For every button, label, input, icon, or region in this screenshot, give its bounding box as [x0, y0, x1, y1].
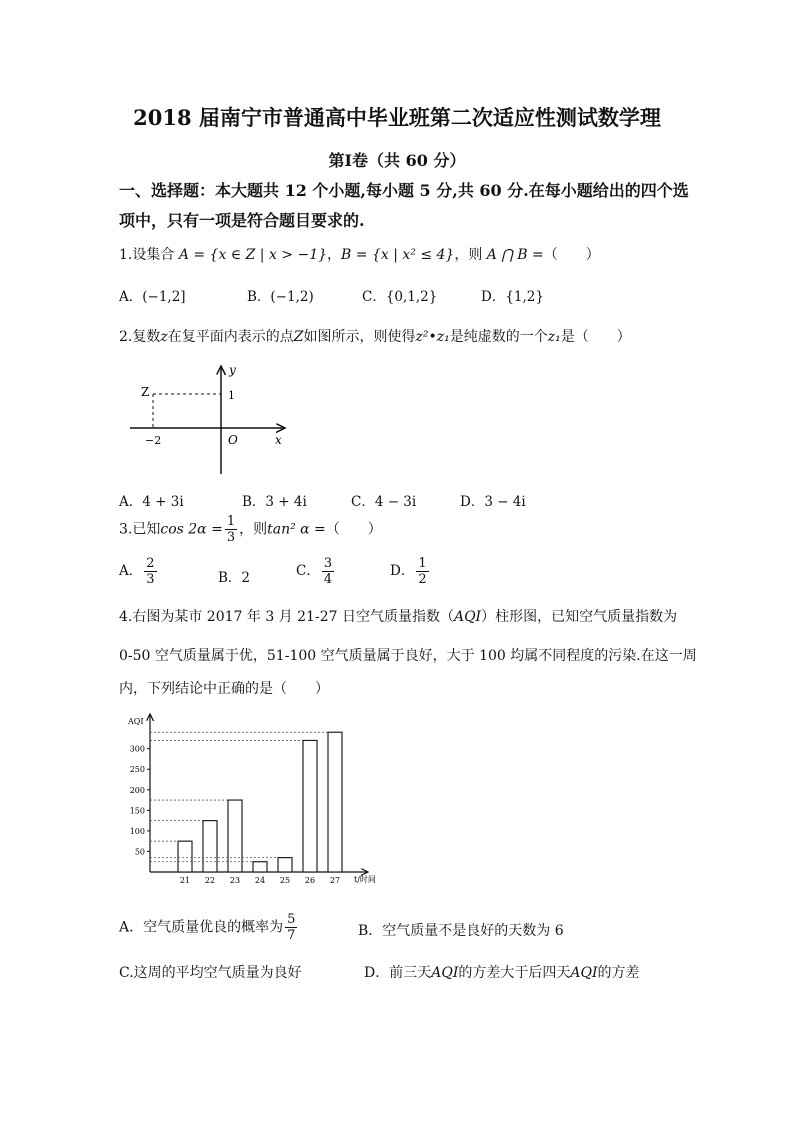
aqi-bar-chart	[118, 710, 388, 890]
question-3	[119, 514, 382, 545]
q4-option-d-b: 的方差大于后四天	[458, 965, 571, 981]
category-label: 22	[204, 876, 216, 885]
tick-neg2-label: −2	[145, 434, 162, 447]
q3-cos-expr: cos 2α =	[160, 521, 223, 538]
q1-option-c: C．{0,1,2}	[362, 289, 438, 305]
q4-option-c: C.这周的平均空气质量为良好	[119, 965, 302, 981]
y-axis-label: AQI	[128, 717, 144, 726]
q4-option-d-c: 的方差	[597, 965, 640, 981]
q3-option-d-den: 2	[418, 572, 427, 587]
q1-text-d: （ ）	[543, 247, 600, 263]
bar-25	[278, 858, 292, 872]
q1-expr: A ⋂ B =	[486, 247, 544, 263]
category-label: 24	[254, 876, 266, 885]
q3-option-d	[390, 556, 431, 587]
q1-text-c: ，则	[454, 247, 487, 263]
question-1	[119, 244, 600, 264]
question-2	[119, 326, 631, 346]
q3-option-c-den: 4	[323, 572, 333, 587]
y-axis-label: y	[229, 363, 236, 377]
q1-text-b: ，	[327, 247, 342, 263]
bar-27	[328, 732, 342, 872]
q3-frac-den: 3	[226, 530, 236, 545]
q3-option-c-num: 3	[323, 556, 333, 571]
q3-option-d-label: D．	[390, 563, 415, 579]
category-label: 27	[329, 876, 341, 885]
q3-option-a-label: A．	[119, 563, 143, 579]
q3-text-c: （ ）	[325, 521, 382, 538]
category-label: 25	[279, 876, 291, 885]
q4-option-b: B．空气质量不是良好的天数为 6	[358, 923, 564, 939]
q3-fraction	[225, 514, 237, 545]
q4-line1-a: 4.右图为某市 2017 年 3 月 21-27 日空气质量指数（	[119, 609, 454, 625]
q2-text-b: 在复平面内表示的点	[167, 329, 294, 345]
bar-26	[303, 740, 317, 872]
question-4-line3: 内，下列结论中正确的是（ ）	[119, 681, 329, 697]
q4-option-a-text: A．空气质量优良的概率为	[119, 919, 284, 936]
tick-one-label: 1	[228, 389, 235, 402]
complex-plane-figure	[125, 360, 295, 480]
bar-24	[253, 862, 267, 872]
category-label: 21	[179, 876, 191, 885]
q2-Z: Z	[293, 329, 304, 345]
bar-23	[228, 800, 242, 872]
y-tick-label: 300	[129, 744, 145, 754]
q2-text-a: 2.复数	[119, 329, 161, 345]
q1-text-a: 1.设集合	[119, 247, 179, 263]
q3-option-a-frac	[144, 556, 156, 587]
q4-option-a-frac	[285, 912, 297, 943]
q3-option-c-frac	[322, 556, 334, 587]
q4-option-d-a: D．前三天	[364, 965, 432, 981]
q3-option-a	[119, 556, 159, 587]
q2-text-d: 是纯虚数的一个	[449, 329, 548, 345]
y-tick-label: 100	[129, 826, 145, 836]
q4-aqi: AQI	[453, 609, 482, 625]
q3-option-c	[296, 556, 336, 587]
q2-z1: z₁	[547, 329, 561, 345]
section-heading-line1: 一、选择题：本大题共 12 个小题,每小题 5 分,共 60 分.在每小题给出的四个选	[119, 181, 689, 200]
q3-option-d-frac	[416, 556, 428, 587]
q3-text-a: 3.已知	[119, 521, 161, 538]
q1-option-b: B．(−1,2)	[247, 289, 314, 305]
q1-option-d: D．{1,2}	[481, 289, 544, 305]
q4-option-d-aqi2: AQI	[570, 965, 598, 981]
q3-option-a-num: 2	[146, 556, 155, 571]
origin-label: O	[228, 433, 238, 447]
q3-option-a-den: 3	[146, 572, 155, 587]
bar-21	[178, 841, 192, 872]
page-subtitle: 第Ⅰ卷（共 60 分）	[328, 151, 466, 170]
q2-option-b: B．3 + 4i	[242, 494, 307, 510]
q2-z: z	[160, 329, 168, 345]
category-label: 23	[229, 876, 241, 885]
question-4-line2: 0-50 空气质量属于优，51-100 空气质量属于良好，大于 100 均属不同程度的污染.在这一周	[119, 648, 697, 664]
bar-22	[203, 821, 217, 872]
y-tick-label: 50	[134, 847, 145, 857]
q2-option-a: A．4 + 3i	[119, 494, 184, 510]
q1-set-a: A = {x ∈ Z | x > −1}	[178, 247, 328, 263]
page-title: 2018 届南宁市普通高中毕业班第二次适应性测试数学理	[133, 105, 661, 130]
y-tick-label: 250	[129, 765, 145, 775]
q2-text-c: 如图所示，则使得	[303, 329, 416, 345]
q1-option-a: A．(−1,2]	[119, 289, 186, 305]
x-axis-label: t/时间	[354, 875, 376, 884]
q4-option-d-aqi1: AQI	[431, 965, 459, 981]
x-axis-label: x	[275, 433, 282, 447]
q3-option-c-label: C．	[296, 563, 320, 579]
q1-set-b: B = {x | x² ≤ 4}	[341, 247, 455, 263]
q4-line1-b: ）柱形图，已知空气质量指数为	[481, 609, 678, 625]
y-tick-label: 150	[129, 806, 145, 816]
q3-option-b: B．2	[218, 570, 251, 586]
q2-expr: z²•z₁	[415, 329, 450, 345]
section-heading-line2: 项中，只有一项是符合题目要求的.	[119, 211, 365, 230]
y-tick-label: 200	[129, 785, 145, 795]
q2-text-e: 是（ ）	[560, 329, 631, 345]
q4-option-a	[119, 912, 299, 943]
q3-option-d-num: 1	[418, 556, 427, 571]
q4-option-d	[364, 962, 639, 982]
question-4-line1	[119, 606, 677, 626]
q3-tan-expr: tan² α =	[267, 521, 326, 538]
point-z-label: Z	[141, 385, 150, 399]
q4-option-a-den: 7	[287, 928, 296, 943]
q4-option-a-num: 5	[287, 912, 296, 927]
q2-option-d: D．3 − 4i	[460, 494, 526, 510]
q2-option-c: C．4 − 3i	[351, 494, 417, 510]
category-label: 26	[304, 876, 316, 885]
q3-frac-num: 1	[226, 514, 236, 529]
q3-text-b: ，则	[239, 521, 268, 538]
